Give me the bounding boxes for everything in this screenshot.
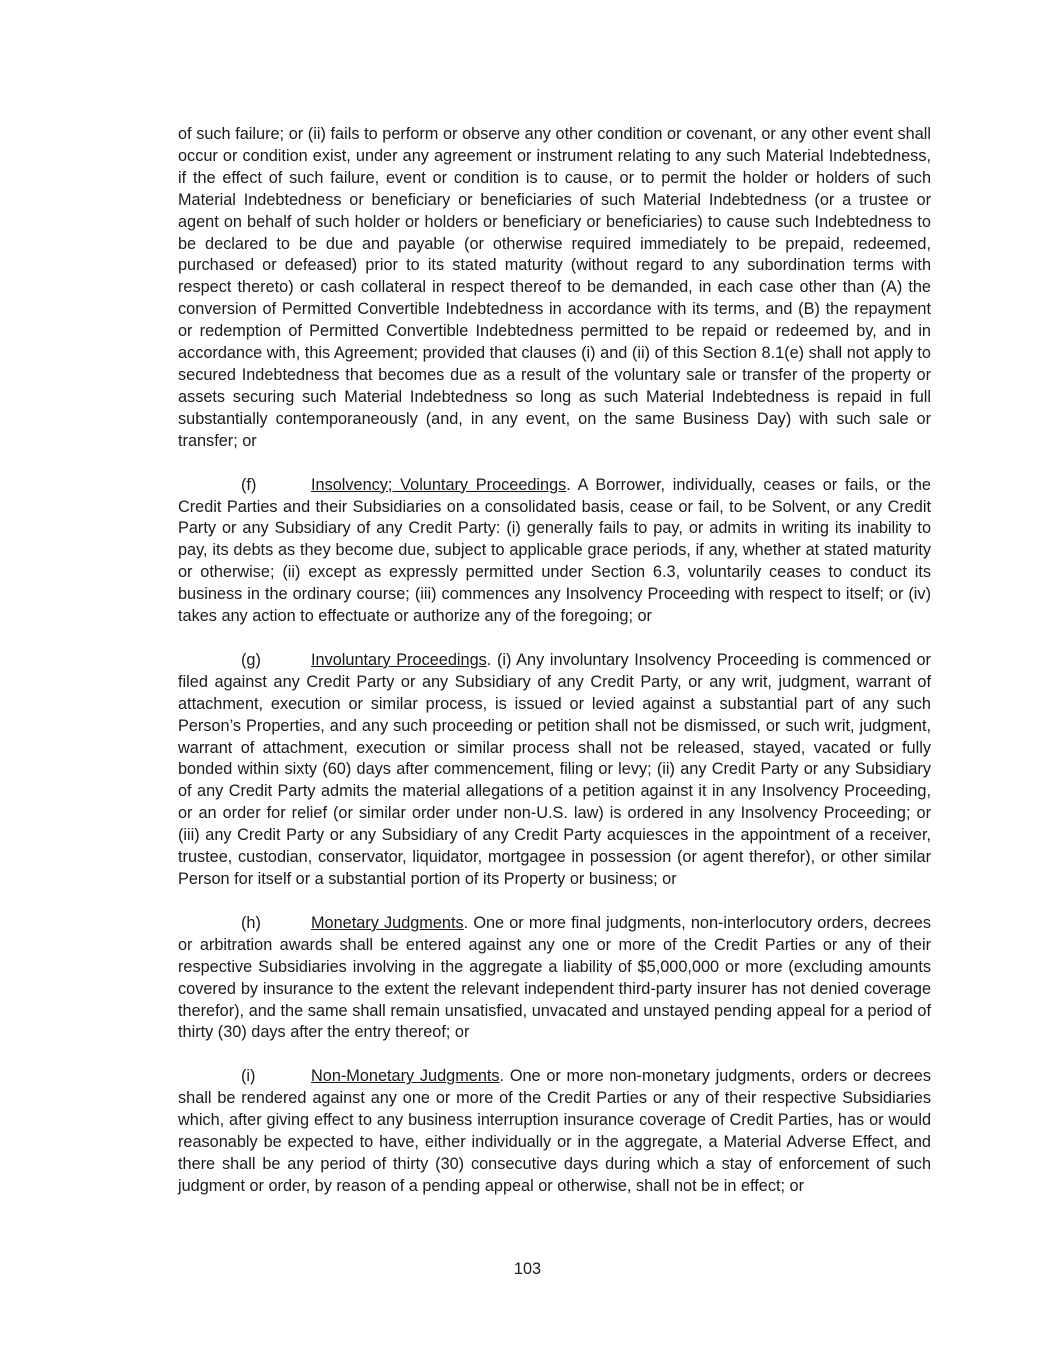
section-number: (h) xyxy=(241,913,261,932)
section-h-paragraph xyxy=(178,913,931,1044)
paragraph-spacer xyxy=(178,628,931,650)
section-f-paragraph xyxy=(178,475,931,628)
section-text: . (i) Any involuntary Insolvency Proceeding is commenced or filed against any Credit Party or any Subsidiary of any Credit Party, or any writ, judgment, warrant of attachment, execution or similar process, is issued or levied against a substantial part of any such Person’s Properties, and any such proceeding or petition shall not be dismissed, or such writ, judgment, warrant of attachment, execution or similar process shall not be released, stayed, vacated or fully bonded within sixty (60) days after commencement, filing or levy; (ii) any Credit Party or any Subsidiary of any Credit Party admits the material allegations of a petition against it in any Insolvency Proceeding, or an order for relief (or similar order under non-U.S. law) is ordered in any Insolvency Proceeding; or (iii) any Credit Party or any Subsidiary of any Credit Party acquiesces in the appointment of a receiver, trustee, custodian, conservator, liquidator, mortgagee in possession (or agent therefor), or other similar Person for itself or a substantial portion of its Property or business; or xyxy=(178,650,931,888)
section-heading: Involuntary Proceedings xyxy=(311,650,487,669)
section-heading: Non-Monetary Judgments xyxy=(311,1067,500,1086)
section-text: . One or more non-monetary judgments, orders or decrees shall be rendered against any one or more of the Credit Parties or any of their respective Subsidiaries which, after giving effect to any business interruption insurance coverage of Credit Parties, has or would reasonably be expected to have, either individually or in the aggregate, a Material Adverse Effect, and there shall be any period of thirty (30) consecutive days during which a stay of enforcement of such judgment or order, by reason of a pending appeal or otherwise, shall not be in effect; or xyxy=(178,1067,931,1195)
document-page xyxy=(178,124,931,1198)
section-text: . One or more final judgments, non-interlocutory orders, decrees or arbitration awards shall be entered against any one or more of the Credit Parties or any of their respective Subsidiaries involving in the aggregate a liability of $5,000,000 or more (excluding amounts covered by insurance to the extent the relevant independent third-party insurer has not denied coverage therefor), and the same shall remain unsatisfied, unvacated and unstayed pending appeal for a period of thirty (30) days after the entry thereof; or xyxy=(178,913,931,1042)
opening-paragraph: of such failure; or (ii) fails to perform or observe any other condition or covenant, or any other event shall occur or condition exist, under any agreement or instrument relating to any such Material Indebtedness, if the effect of such failure, event or condition is to cause, or to permit the holder or holders of such Material Indebtedness or beneficiary or beneficiaries of such Material Indebtedness (or a trustee or agent on behalf of such holder or holders or beneficiary or beneficiaries) to cause such Indebtedness to be declared to be due and payable (or otherwise required immediately to be prepaid, redeemed, purchased or defeased) prior to its stated maturity (without regard to any subordination terms with respect thereto) or cash collateral in respect thereof to be demanded, in each case other than (A) the conversion of Permitted Convertible Indebtedness in accordance with its terms, and (B) the repayment or redemption of Permitted Convertible Indebtedness permitted to be repaid or redeemed by, and in accordance with, this Agreement; provided that clauses (i) and (ii) of this Section 8.1(e) shall not apply to secured Indebtedness that becomes due as a result of the voluntary sale or transfer of the property or assets securing such Material Indebtedness so long as such Material Indebtedness is repaid in full substantially contemporaneously (and, in any event, on the same Business Day) with such sale or transfer; or xyxy=(178,125,931,450)
section-number: (i) xyxy=(241,1067,256,1086)
section-heading: Insolvency; Voluntary Proceedings xyxy=(311,475,567,494)
section-text: . A Borrower, individually, ceases or fails, or the Credit Parties and their Subsidiaries on a consolidated basis, cease or fail, to be Solvent, or any Credit Party or any Subsidiary of any Credit Party: (i) generally fails to pay, or admits in writing its inability to pay, its debts as they become due, subject to applicable grace periods, if any, whether at stated maturity or otherwise; (ii) except as expressly permitted under Section 6.3, voluntarily ceases to conduct its business in the ordinary course; (iii) commences any Insolvency Proceeding with respect to itself; or (iv) takes any action to effectuate or authorize any of the foregoing; or xyxy=(178,475,931,626)
paragraph-spacer xyxy=(178,891,931,913)
section-g-paragraph xyxy=(178,650,931,891)
paragraph-spacer xyxy=(178,1044,931,1066)
paragraph-spacer xyxy=(178,453,931,475)
section-i-paragraph xyxy=(178,1066,931,1197)
section-heading: Monetary Judgments xyxy=(311,913,464,932)
section-number: (f) xyxy=(241,475,257,494)
section-number: (g) xyxy=(241,650,261,669)
page-number: 103 xyxy=(513,1260,542,1278)
